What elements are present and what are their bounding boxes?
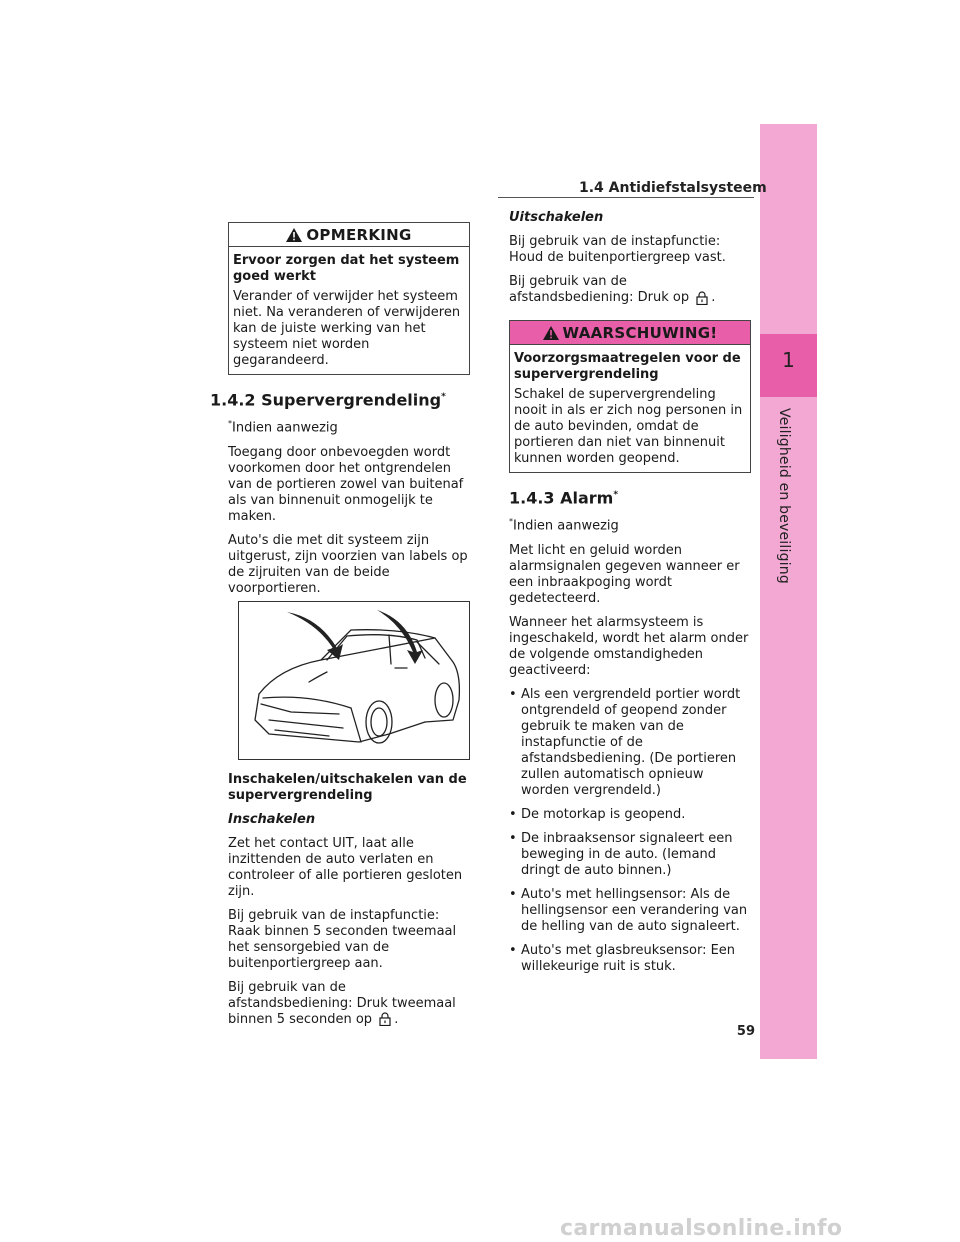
- right-column: [509, 210, 751, 983]
- paragraph: Auto's die met dit systeem zijn uitgerust, zijn voorzien van labels op de zijruiten van de beide voorportieren.: [228, 532, 468, 596]
- paragraph: Wanneer het alarmsysteem is ingeschakeld, wordt het alarm onder de volgende omstandigheden geactiveerd:: [509, 614, 749, 678]
- list-item: • Auto's met glasbreuksensor: Een willekeurige ruit is stuk.: [509, 943, 751, 975]
- warning-text: Schakel de supervergrendeling nooit in als er zich nog personen in de auto bevinden, omdat de portieren dan niet van binnenuit kunnen worden geopend.: [514, 387, 743, 466]
- paragraph: Toegang door onbevoegden wordt voorkomen door het ontgrendelen van de portieren zowel van buitenaf als van binnenuit onmogelijk te maken.: [228, 444, 464, 524]
- caution-icon: [286, 228, 302, 242]
- notice-body: [229, 247, 469, 374]
- notice-lead: Ervoor zorgen dat het systeem goed werkt: [233, 253, 460, 284]
- list-item: • Als een vergrendeld portier wordt ontgrendeld of geopend zonder gebruik te maken van de instapfunctie of de afstandsbediening. (De portieren zullen automatisch opnieuw worden vergrendeld.): [509, 687, 751, 799]
- availability-note: *Indien aanwezig: [228, 419, 338, 436]
- notice-header: [229, 223, 469, 247]
- lock-icon: [696, 291, 708, 305]
- notice-box: [228, 222, 470, 375]
- list-item: • Auto's met hellingsensor: Als de hellingsensor een verandering van de helling van de auto signaleert.: [509, 887, 751, 935]
- section-heading-alarm: 1.4.3 Alarm*: [509, 488, 619, 508]
- list-item: • De motorkap is geopend.: [509, 807, 751, 823]
- notice-text: Verander of verwijder het systeem niet. Na veranderen of verwijderen kan de juiste werking van het systeem niet worden gegarandeerd.: [233, 289, 461, 368]
- availability-note: *Indien aanwezig: [509, 517, 619, 534]
- paragraph: Bij gebruik van de instapfunctie: Raak binnen 5 seconden tweemaal het sensorgebied van de buitenportiergreep aan.: [228, 907, 457, 971]
- notice-title: OPMERKING: [306, 225, 412, 244]
- warning-box: [509, 320, 751, 473]
- paragraph-remote-disable: Bij gebruik van de afstandsbediening: Druk op .: [509, 274, 716, 305]
- page-number: 59: [736, 1024, 755, 1039]
- label-enable: Inschakelen: [228, 811, 316, 827]
- paragraph: Met licht en geluid worden alarmsignalen gegeven wanneer er een inbraakpoging wordt gedetecteerd.: [509, 542, 740, 606]
- paragraph: Zet het contact UIT, laat alle inzittenden de auto verlaten en controleer of alle portieren gesloten zijn.: [228, 835, 463, 899]
- subheading-enable-disable: Inschakelen/uitschakelen van de supervergrendeling: [228, 771, 467, 803]
- label-disable: Uitschakelen: [509, 210, 604, 225]
- paragraph: Bij gebruik van de instapfunctie: Houd de buitenportiergreep vast.: [509, 234, 726, 265]
- section-heading-supervergrendeling: 1.4.2 Supervergrendeling*: [210, 390, 446, 410]
- running-header: 1.4 Antidiefstalsysteem: [579, 180, 767, 196]
- warning-title: WAARSCHUWING!: [562, 323, 718, 342]
- car-illustration: [238, 601, 470, 760]
- warning-icon: [543, 326, 559, 340]
- paragraph-remote-enable: Bij gebruik van de afstandsbediening: Druk tweemaal binnen 5 seconden op .: [228, 979, 456, 1027]
- warning-header: [510, 321, 750, 345]
- left-column: [210, 222, 470, 1036]
- chapter-title: Veiligheid en beveiliging: [776, 408, 792, 584]
- lock-icon: [379, 1012, 391, 1026]
- alarm-conditions-list: [509, 687, 751, 975]
- warning-lead: Voorzorgsmaatregelen voor de supervergrendeling: [514, 351, 741, 382]
- header-rule: [498, 197, 754, 198]
- chapter-number: 1: [782, 348, 795, 372]
- car-drawing: [239, 602, 469, 759]
- warning-body: [510, 345, 750, 472]
- chapter-sidebar: [760, 124, 817, 1059]
- watermark: carmanualsonline.info: [560, 1216, 843, 1241]
- list-item: • De inbraaksensor signaleert een beweging in de auto. (Iemand dringt de auto binnen.): [509, 831, 751, 879]
